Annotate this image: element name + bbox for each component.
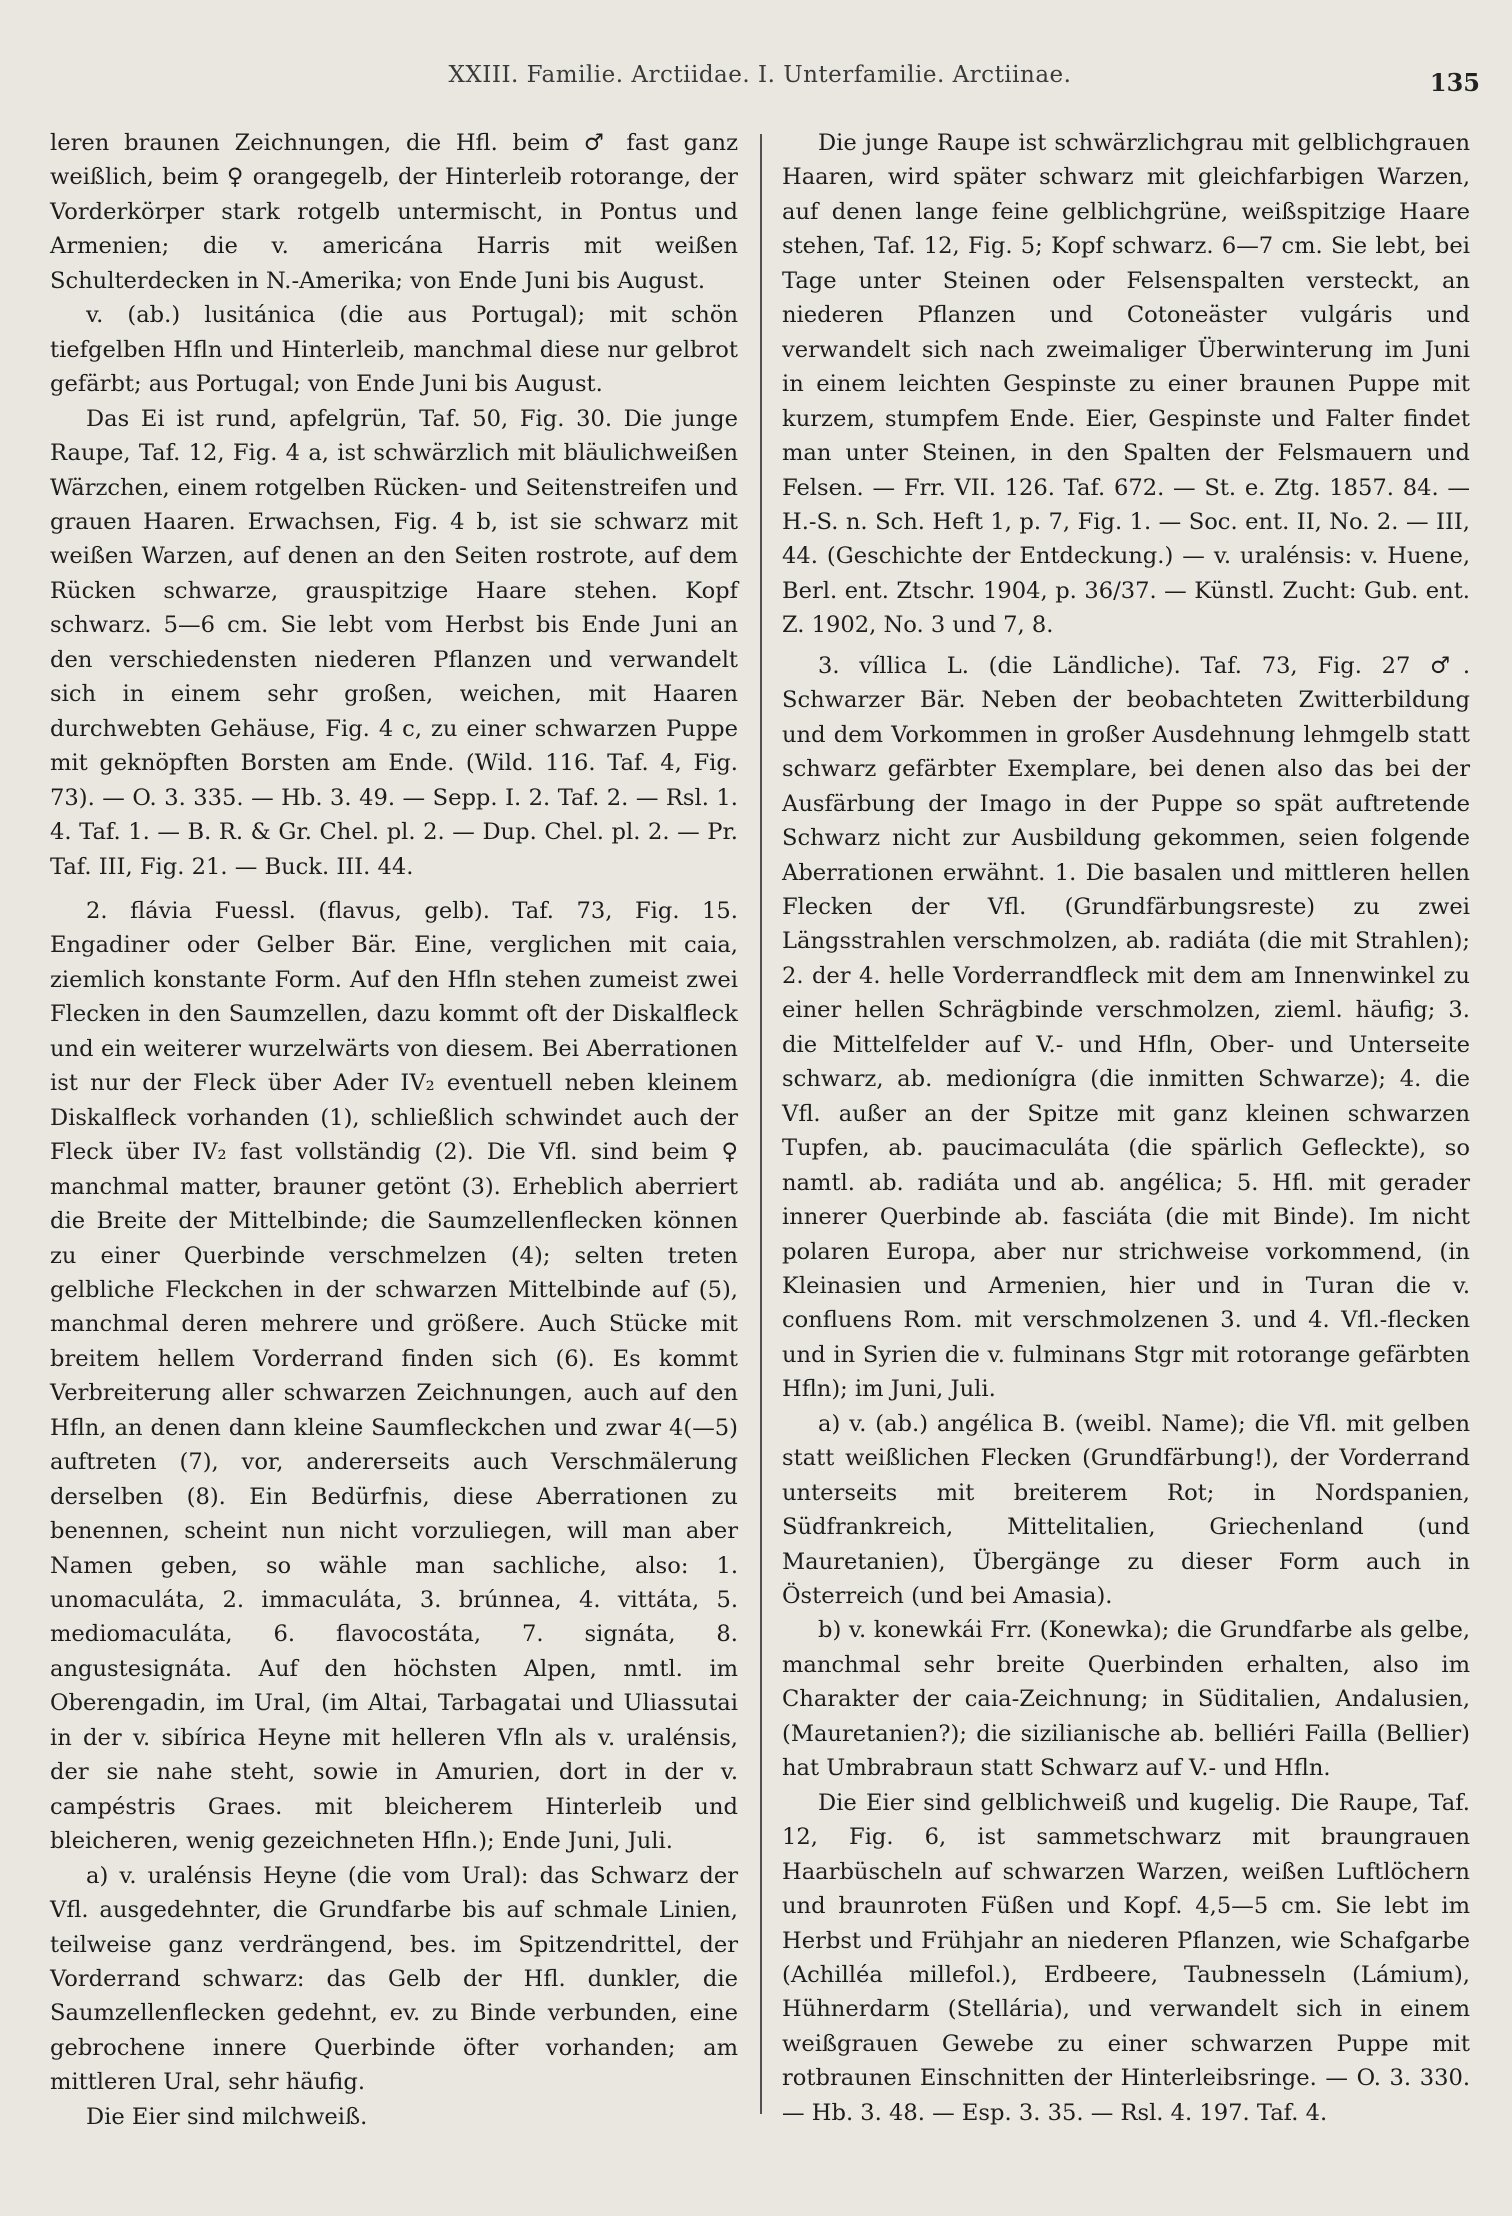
paragraph-eggs: Die Eier sind milchweiß. [86, 2103, 368, 2130]
paragraph-uralensis: a) v. uralénsis Heyne (die vom Ural): das Schwarz der Vfl. ausgedehnter, die Grundfarbe bis auf schmale Linien, teilweise ganz verdrängend, bes. im Spitzendrittel, der Vorderrand schwarz: das Gelb der Hfl. dunkler, die Saumzellenflecken gedehnt, ev. zu Binde verbunden, eine gebrochene innere Querbinde öfter vorhanden; am mittleren Ural, sehr häufig. [50, 1862, 738, 2096]
page-header [40, 62, 1480, 102]
column-divider [760, 134, 762, 2114]
left-column [50, 126, 738, 2134]
paragraph-young-larva: Die junge Raupe ist schwärzlichgrau mit gelblichgrauen Haaren, wird später schwarz mit gleichfarbigen Warzen, auf denen lange feine gelblichgrüne, weißspitzige Haare stehen, Taf. 12, Fig. 5; Kopf schwarz. 6—7 cm. Sie lebt, bei Tage unter Steinen oder Felsenspalten versteckt, an niederen Pflanzen und Cotoneäster vulgáris und verwandelt sich nach zweimaliger Überwinterung im Juni in einem leichten Gespinste zu einer braunen Puppe mit kurzem, stumpfem Ende. Eier, Gespinste und Falter findet man unter Steinen, in den Spalten der Felsmauern und Felsen. — Frr. VII. 126. Taf. 672. — St. e. Ztg. 1857. 84. — H.-S. n. Sch. Heft 1, p. 7, Fig. 1. — Soc. ent. II, No. 2. — III, 44. (Geschichte der Entdeckung.) — v. uralénsis: v. Huene, Berl. ent. Ztschr. 1904, p. 36/37. — Künstl. Zucht: Gub. ent. Z. 1902, No. 3 und 7, 8. [782, 130, 1470, 639]
paragraph-villica: 3. víllica L. (die Ländliche). Taf. 73, Fig. 27 ♂. Schwarzer Bär. Neben der beobachteten Zwitterbildung und dem Vorkommen in großer Ausdehnung lehmgelb statt schwarz gefärbter Exemplare, bei denen also das bei der Ausfärbung der Imago in der Puppe so spät auftretende Schwarz nicht zur Ausbildung gekommen, seien folgende Aberrationen erwähnt. 1. Die basalen und mittleren hellen Flecken der Vfl. (Grundfärbungsreste) zu zwei Längsstrahlen verschmolzen, ab. radiáta (die mit Strahlen); 2. der 4. helle Vorderrandfleck mit dem am Innenwinkel zu einer hellen Schrägbinde verschmolzen, zieml. häufig; 3. die Mittelfelder auf V.- und Hfln, Ober- und Unterseite schwarz, ab. medionígra (die inmitten Schwarze); 4. die Vfl. außer an der Spitze mit ganz kleinen schwarzen Tupfen, ab. paucimaculáta (die spärlich Gefleckte), so namtl. ab. radiáta und ab. angélica; 5. Hfl. mit gerader innerer Querbinde ab. fasciáta (die mit Binde). Im nicht polaren Europa, aber nur strichweise vorkommend, (in Kleinasien und Armenien, hier und in Turan die v. confluens Rom. mit verschmolzenen 3. und 4. Vfl.-flecken und in Syrien die v. fulminans Stgr mit rotorange gefärbten Hfln); im Juni, Juli. [782, 652, 1470, 1403]
paragraph-continuation: leren braunen Zeichnungen, die Hfl. beim ♂ fast ganz weißlich, beim ♀ orangegelb, der Hinterleib rotorange, der Vorderkörper stark rotgelb untermischt, in Pontus und Armenien; die v. americána Harris mit weißen Schulterdecken in N.-Amerika; von Ende Juni bis August. [50, 130, 738, 294]
page-number: 135 [1429, 68, 1480, 97]
paragraph-flavia: 2. flávia Fuessl. (flavus, gelb). Taf. 73, Fig. 15. Engadiner oder Gelber Bär. Eine, verglichen mit caia, ziemlich konstante Form. Auf den Hfln stehen zumeist zwei Flecken in den Saumzellen, dazu kommt oft der Diskalfleck und ein weiterer wurzelwärts von diesem. Bei Aberrationen ist nur der Fleck über Ader IV₂ eventuell neben kleinem Diskalfleck vorhanden (1), schließlich schwindet auch der Fleck über IV₂ fast vollständig (2). Die Vfl. sind beim ♀ manchmal matter, brauner getönt (3). Erheblich aberriert die Breite der Mittelbinde; die Saumzellenflecken können zu einer Querbinde verschmelzen (4); selten treten gelbliche Fleckchen in der schwarzen Mittelbinde auf (5), manchmal deren mehrere und größere. Auch Stücke mit breitem hellem Vorderrand finden sich (6). Es kommt Verbreiterung aller schwarzen Zeichnungen, auch auf den Hfln, an denen dann kleine Saumfleckchen und zwar 4(—5) auftreten (7), vor, andererseits auch Verschmälerung derselben (8). Ein Bedürfnis, diese Aberrationen zu benennen, scheint nun nicht vorzuliegen, will man aber Namen geben, so wähle man sachliche, also: 1. unomaculáta, 2. immaculáta, 3. brúnnea, 4. vittáta, 5. mediomaculáta, 6. flavocostáta, 7. signáta, 8. angustesignáta. Auf den höchsten Alpen, nmtl. im Oberengadin, im Ural, (im Altai, Tarbagatai und Uliassutai in der v. sibírica Heyne mit helleren Vfln als v. uralénsis, der sie nahe steht, sowie in Amurien, dort in der v. campéstris Graes. mit bleicherem Hinterleib und bleicheren, wenig gezeichneten Hfln.); Ende Juni, Juli. [50, 897, 738, 1855]
right-column [782, 126, 1470, 2130]
paragraph-konewkai: b) v. konewkái Frr. (Konewka); die Grundfarbe als gelbe, manchmal sehr breite Querbinden erhalten, also im Charakter der caia-Zeichnung; in Süditalien, Andalusien, (Mauretanien?); die sizilianische ab. belliéri Failla (Bellier) hat Umbrabraun statt Schwarz auf V.- und Hfln. [782, 1617, 1470, 1782]
paragraph-egg-larva: Das Ei ist rund, apfelgrün, Taf. 50, Fig. 30. Die junge Raupe, Taf. 12, Fig. 4 a, ist schwärzlich mit bläulichweißen Wärzchen, einem rotgelben Rücken- und Seitenstreifen und grauen Haaren. Erwachsen, Fig. 4 b, ist sie schwarz mit weißen Warzen, auf denen an den Seiten rostrote, auf dem Rücken schwarze, grauspitzige Haare stehen. Kopf schwarz. 5—6 cm. Sie lebt vom Herbst bis Ende Juni an den verschiedensten niederen Pflanzen und verwandelt sich in einem sehr großen, weichen, mit Haaren durchwebten Gehäuse, Fig. 4 c, zu einer schwarzen Puppe mit geknöpften Borsten am Ende. (Wild. 116. Taf. 4, Fig. 73). — O. 3. 335. — Hb. 3. 49. — Sepp. I. 2. Taf. 2. — Rsl. 1. 4. Taf. 1. — B. R. & Gr. Chel. pl. 2. — Dup. Chel. pl. 2. — Pr. Taf. III, Fig. 21. — Buck. III. 44. [50, 405, 738, 880]
running-head: XXIII. Familie. Arctiidae. I. Unterfamilie. Arctiinae. [448, 62, 1072, 88]
paragraph-villica-larva: Die Eier sind gelblichweiß und kugelig. Die Raupe, Taf. 12, Fig. 6, ist sammetschwarz mit braungrauen Haarbüscheln auf schwarzen Warzen, weißen Luftlöchern und braunroten Füßen und Kopf. 4,5—5 cm. Sie lebt im Herbst und Frühjahr an niederen Pflanzen, wie Schafgarbe (Achilléa millefol.), Erdbeere, Taubnesseln (Lámium), Hühnerdarm (Stellária), und verwandelt sich in einem weißgrauen Gewebe zu einer schwarzen Puppe mit rotbraunen Einschnitten der Hinterleibsringe. — O. 3. 330. — Hb. 3. 48. — Esp. 3. 35. — Rsl. 4. 197. Taf. 4. [782, 1789, 1470, 2126]
paragraph-lusitanica: v. (ab.) lusitánica (die aus Portugal); mit schön tiefgelben Hfln und Hinterleib, manchmal diese nur gelbrot gefärbt; aus Portugal; von Ende Juni bis August. [50, 302, 738, 398]
paragraph-angelica: a) v. (ab.) angélica B. (weibl. Name); die Vfl. mit gelben statt weißlichen Flecken (Grundfärbung!), der Vorderrand unterseits mit breiterem Rot; in Nordspanien, Südfrankreich, Mittelitalien, Griechenland (und Mauretanien), Übergänge zu dieser Form auch in Österreich (und bei Amasia). [782, 1410, 1470, 1610]
